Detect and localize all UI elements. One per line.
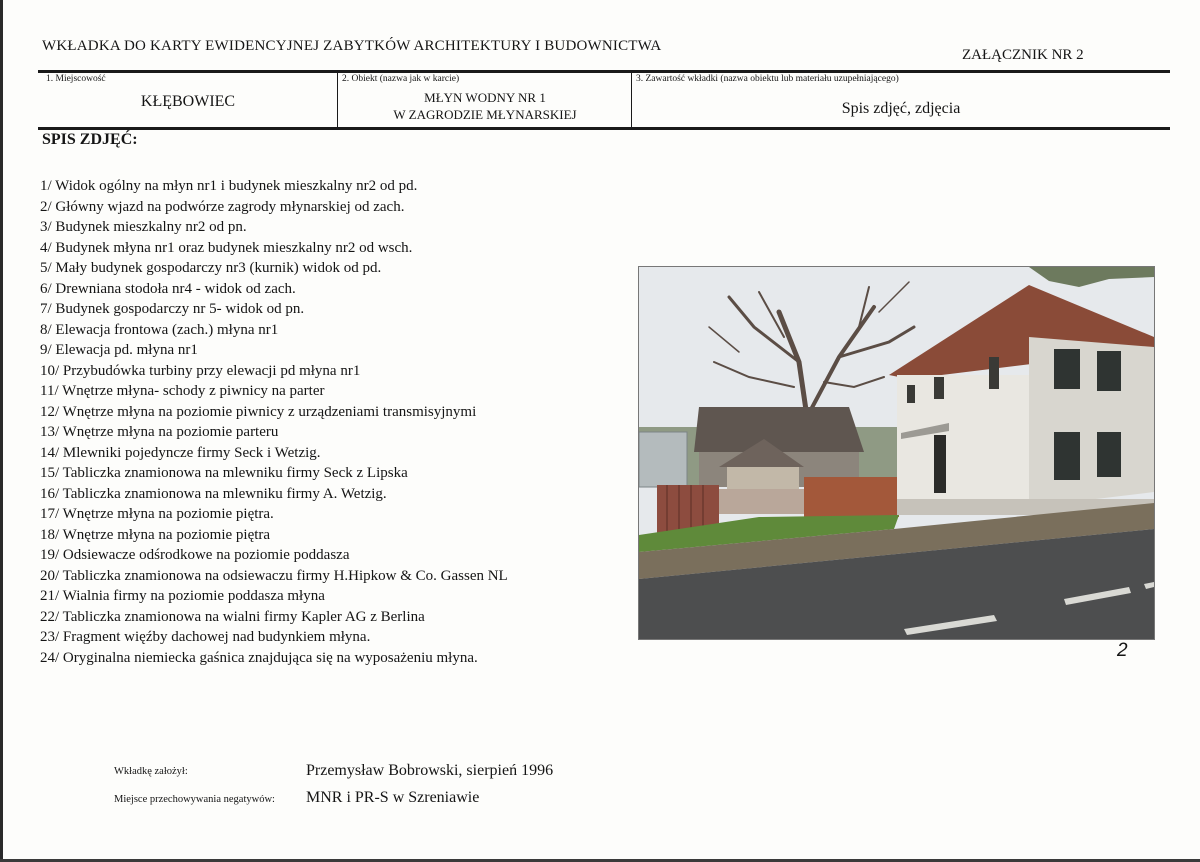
house-wall — [897, 375, 1029, 515]
object-value-line: W ZAGRODZIE MŁYNARSKIEJ — [393, 107, 577, 122]
photo-list-item: 9/ Elewacja pd. młyna nr1 — [40, 342, 198, 358]
locality-label: 1. Miejscowość — [46, 74, 106, 84]
greenhouse — [639, 432, 687, 487]
content-value: Spis zdjęć, zdjęcia — [841, 100, 961, 117]
window — [989, 357, 999, 389]
photo-list-item: 24/ Oryginalna niemiecka gaśnica znajdująca się na wyposażeniu młyna. — [40, 649, 478, 666]
metal-gate — [804, 477, 899, 517]
photo-list — [40, 176, 508, 668]
document-title: WKŁADKA DO KARTY EWIDENCYJNEJ ZABYTKÓW ARCHITEKTURY I BUDOWNICTWA — [42, 38, 662, 54]
photo-list-item: 8/ Elewacja frontowa (zach.) młyna nr1 — [40, 321, 279, 338]
photo-list-item: 20/ Tabliczka znamionowa na odsiewaczu firmy H.Hipkow & Co. Gassen NL — [40, 567, 508, 584]
house-photo — [638, 266, 1155, 640]
photo-list-item: 10/ Przybudówka turbiny przy elewacji pd młyna nr1 — [40, 362, 361, 379]
window — [934, 377, 944, 399]
scan-edge-left — [0, 0, 3, 862]
photo-list-item: 13/ Wnętrze młyna na poziomie parteru — [40, 424, 279, 440]
window — [907, 385, 915, 403]
photo-list-heading: SPIS ZDJĘĆ: — [42, 131, 138, 148]
photo-list-item: 4/ Budynek młyna nr1 oraz budynek mieszkalny nr2 od wsch. — [40, 239, 413, 256]
photo-list-item: 18/ Wnętrze młyna na poziomie piętra — [40, 526, 271, 543]
window — [1097, 351, 1121, 391]
locality-value: KŁĘBOWIEC — [140, 93, 236, 110]
photo-list-item: 23/ Fragment więźby dachowej nad budynkiem młyna. — [40, 629, 371, 645]
photo-list-item: 3/ Budynek mieszkalny nr2 od pn. — [40, 219, 247, 235]
photo-list-item: 17/ Wnętrze młyna na poziomie piętra. — [40, 506, 274, 522]
object-value-line: MŁYN WODNY NR 1 — [424, 90, 546, 105]
photo-list-item: 7/ Budynek gospodarczy nr 5- widok od pn. — [40, 301, 305, 317]
window — [1054, 432, 1080, 480]
window — [1054, 349, 1080, 389]
photo-list-item: 1/ Widok ogólny na młyn nr1 i budynek mieszkalny nr2 od pd. — [40, 178, 418, 194]
object-label: 2. Obiekt (nazwa jak w karcie) — [342, 74, 460, 84]
header-rule-bottom — [38, 127, 1170, 130]
photo-list-item: 15/ Tabliczka znamionowa na mlewniku firmy Seck z Lipska — [40, 465, 408, 481]
photo-list-item: 12/ Wnętrze młyna na poziomie piwnicy z urządzeniami transmisyjnymi — [40, 403, 477, 420]
house-gable — [1029, 337, 1154, 507]
content-label: 3. Zawartość wkładki (nazwa obiektu lub materiału uzupełniającego) — [636, 74, 899, 84]
photo-list-item: 11/ Wnętrze młyna- schody z piwnicy na parter — [40, 383, 325, 399]
storage-label: Miejsce przechowywania negatywów: — [114, 794, 275, 805]
photo-number: 2 — [1117, 640, 1128, 661]
header-rule-top — [38, 70, 1170, 73]
photo-list-item: 16/ Tabliczka znamionowa na mlewniku firmy A. Wetzig. — [40, 485, 387, 502]
photo-list-item: 2/ Główny wjazd na podwórze zagrody młynarskiej od zach. — [40, 198, 405, 215]
founder-label: Wkładkę założył: — [114, 766, 188, 777]
founder-value: Przemysław Bobrowski, sierpień 1996 — [306, 762, 554, 779]
photo-list-item: 22/ Tabliczka znamionowa na wialni firmy Kapler AG z Berlina — [40, 608, 425, 625]
header-separator — [631, 71, 632, 127]
photo-list-item: 6/ Drewniana stodoła nr4 - widok od zach. — [40, 280, 296, 297]
photo-list-item: 5/ Mały budynek gospodarczy nr3 (kurnik) widok od pd. — [40, 260, 382, 276]
fence — [719, 489, 804, 514]
photo-list-item: 14/ Mlewniki pojedyncze firmy Seck i Wetzig. — [40, 444, 321, 461]
window — [1097, 432, 1121, 477]
object-value — [340, 89, 630, 123]
barn-roof — [694, 407, 864, 452]
header-separator — [337, 71, 338, 127]
door — [934, 435, 946, 493]
attachment-number: ZAŁĄCZNIK NR 2 — [962, 47, 1084, 63]
storage-value: MNR i PR-S w Szreniawie — [306, 789, 480, 806]
photo-list-item: 21/ Wialnia firmy na poziomie poddasza młyna — [40, 588, 325, 604]
photo-list-item: 19/ Odsiewacze odśrodkowe na poziomie poddasza — [40, 547, 350, 563]
